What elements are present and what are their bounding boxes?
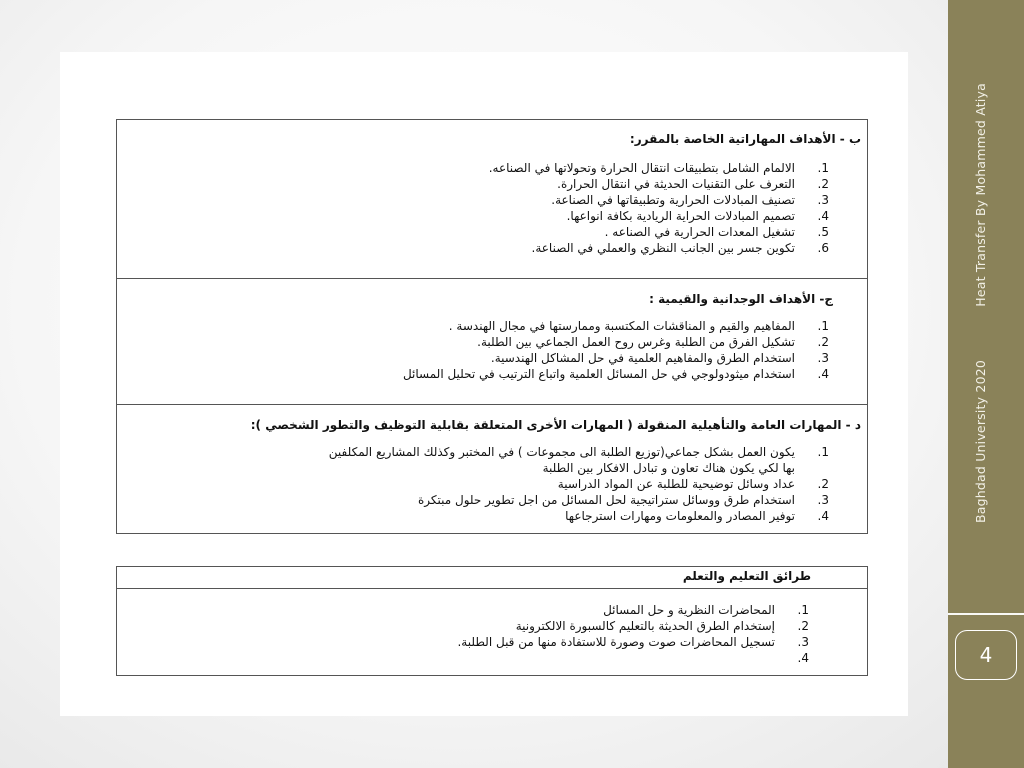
list-item [477,334,829,350]
list-item [557,176,829,192]
teaching-methods-body [117,588,867,676]
item-number: 3. [817,351,829,365]
objectives-table [116,119,868,534]
item-text: عداد وسائل توضيحية للطلبة عن المواد الدراسية [557,477,795,491]
item-number: 5. [817,225,829,239]
section-c [117,278,867,404]
list-item [565,508,829,524]
teaching-methods-table [116,566,868,676]
item-number: 2. [797,619,809,633]
item-text: المفاهيم والقيم و المناقشات المكتسبة وممارستها في مجال الهندسة . [448,319,795,333]
item-text: تسجيل المحاضرات صوت وصورة للاستفادة منها من قبل الطلبة. [457,635,775,649]
item-text: إستخدام الطرق الحديثة بالتعليم كالسبورة الالكترونية [515,619,775,633]
slide-number [955,630,1017,680]
item-text: بها لكي يكون هناك تعاون و تبادل الافكار بين الطلبة [542,461,795,475]
list-item [329,444,829,460]
item-text: المحاضرات النظرية و حل المسائل [603,603,775,617]
item-number: 3. [817,193,829,207]
list-item [449,318,829,334]
list-item [775,650,809,666]
item-number: 3. [817,493,829,507]
slide-number-text: 4 [979,643,993,667]
item-number: 4. [817,367,829,381]
list-item [516,618,809,634]
teaching-methods-header [117,567,867,588]
section-d-heading: د - المهارات العامة والتأهيلية المنقولة ( المهارات الأخرى المتعلقة بقابلية التوظيف والتطور الشخصي ): [250,418,861,432]
list-item [558,476,829,492]
item-number: 4. [797,651,809,665]
item-number: 3. [797,635,809,649]
list-item [567,208,829,224]
item-text: استخدام طرق ووسائل ستراتيجية لحل المسائل من اجل تطوير حلول مبتكرة [417,493,795,507]
item-number: 4. [817,209,829,223]
item-number: 4. [817,509,829,523]
section-d [117,404,867,535]
item-number: 1. [797,603,809,617]
item-number: 2. [817,335,829,349]
section-b [117,120,867,278]
item-text: استخدام ميثودولوجي في حل المسائل العلمية واتباع الترتيب في تحليل المسائل [402,367,795,381]
item-text: الالمام الشامل بتطبيقات انتقال الحرارة وتحولاتها في الصناعه. [488,161,795,175]
item-text: تشغيل المعدات الحرارية في الصناعه . [604,225,795,239]
list-item [605,224,829,240]
sidebar-divider [948,613,1024,615]
footer-university: Baghdad University 2020 [973,359,988,523]
item-text: يكون العمل بشكل جماعي(توزيع الطلبة الى مجموعات ) في المختبر وكذلك المشاريع المكلفين [328,445,795,459]
section-c-heading: ج- الأهداف الوجدانية والقيمية : [649,292,833,306]
item-text: تكوين جسر بين الجانب النظري والعملي في الصناعة. [531,241,795,255]
list-item [457,634,809,650]
footer-rotated-text [973,83,988,523]
list-item [551,192,829,208]
item-text: توفير المصادر والمعلومات ومهارات استرجاعها [565,509,795,523]
item-number: 1. [817,319,829,333]
list-item [543,460,829,476]
item-number: 1. [817,445,829,459]
list-item [403,366,829,382]
list-item [491,350,829,366]
item-number: 2. [817,477,829,491]
footer-author: Heat Transfer By Mohammed Atiya [973,83,988,307]
item-text: استخدام الطرق والمفاهيم العلمية في حل المشاكل الهندسية. [490,351,795,365]
list-item [603,602,809,618]
list-item [489,160,829,176]
item-text: تصنيف المبادلات الحرارية وتطبيقاتها في الصناعة. [551,193,795,207]
item-number: 1. [817,161,829,175]
item-text: تصميم المبادلات الحراية الريادية بكافة انواعها. [566,209,795,223]
item-text: التعرف على التقنيات الحديثة في انتقال الحرارة. [557,177,795,191]
item-number: 2. [817,177,829,191]
item-number: 6. [817,241,829,255]
item-text: تشكيل الفرق من الطلبة وغرس روح العمل الجماعي بين الطلبة. [477,335,795,349]
section-b-heading: ب - الأهداف المهاراتية الخاصة بالمقرر: [629,132,861,146]
list-item [418,492,829,508]
item-number [795,460,829,476]
teaching-methods-heading: طرائق التعليم والتعلم [682,569,811,583]
list-item [532,240,829,256]
